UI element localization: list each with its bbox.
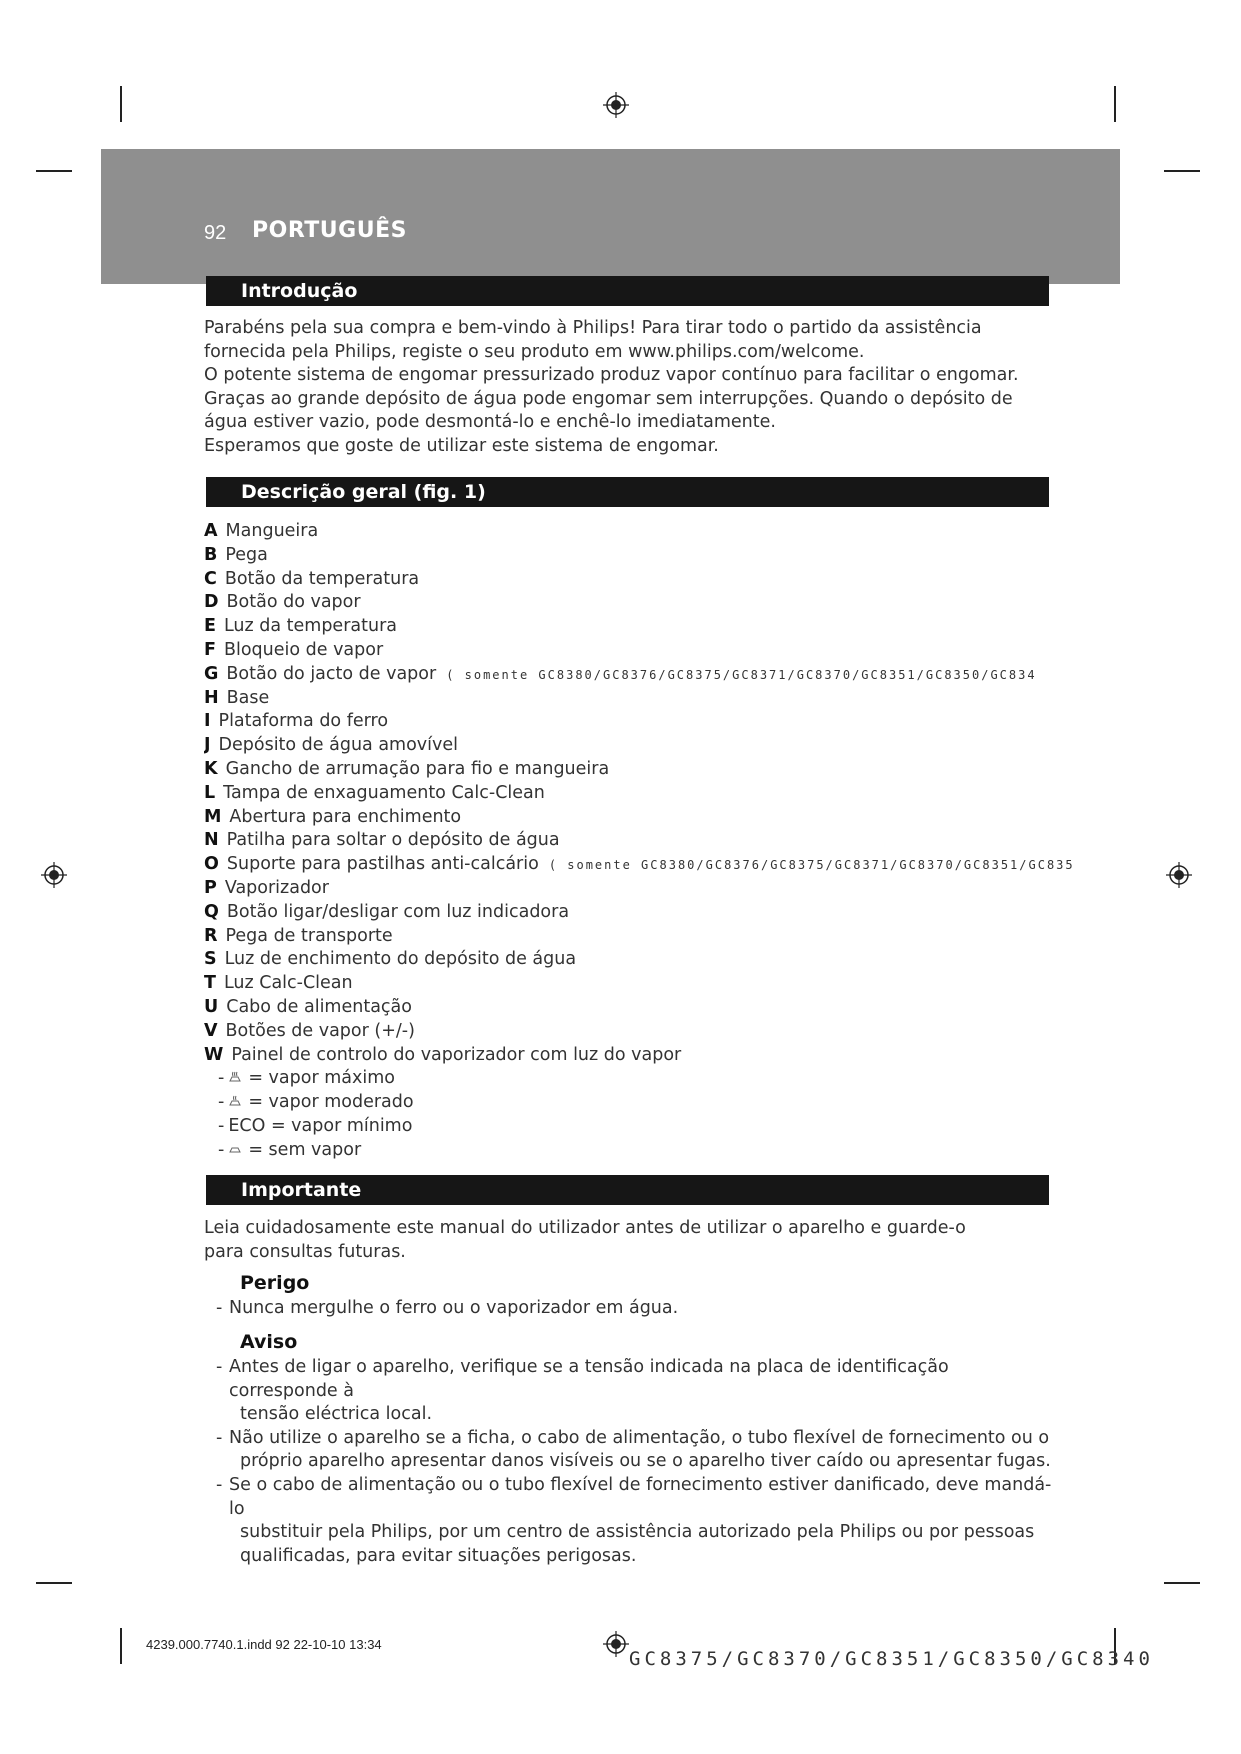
intro-paragraph: O potente sistema de engomar pressurizado produz vapor contínuo para facilitar o engomar. Graças ao grande depósito de água pode engomar sem interrupções. Quando o depósito de água estiver vazio, pode desmontá-lo e enchê-lo imediatamente.	[204, 365, 1019, 433]
item-key: O	[204, 854, 219, 875]
item-label: Base	[226, 687, 270, 708]
item-label: Luz Calc-Clean	[223, 973, 353, 994]
registration-mark-icon	[41, 862, 67, 888]
crop-mark	[1114, 86, 1116, 122]
item-label: Bloqueio de vapor	[223, 639, 384, 660]
intro-paragraph: Parabéns pela sua compra e bem-vindo à Philips! Para tirar todo o partido da assistência fornecida pela Philips, registe o seu produto em www.philips.com/welcome.	[204, 318, 982, 362]
list-item	[204, 734, 1241, 758]
steam-moderate-icon	[228, 1092, 242, 1106]
item-key: I	[204, 711, 211, 732]
item-key: P	[204, 877, 217, 898]
crop-mark	[1164, 170, 1200, 172]
item-key: M	[204, 806, 222, 827]
list-item	[204, 1020, 1241, 1044]
list-item	[204, 615, 1241, 639]
item-label: Tampa de enxaguamento Calc-Clean	[223, 782, 545, 803]
list-item	[204, 877, 1241, 901]
list-item	[204, 544, 1241, 568]
item-label: Botão do jacto de vapor	[226, 663, 437, 684]
intro-text	[204, 317, 1054, 459]
item-key: V	[204, 1020, 218, 1041]
item-label: Botões de vapor (+/-)	[225, 1020, 415, 1041]
section-header-intro: Introdução	[206, 276, 1049, 306]
steam-level-item: - = sem vapor	[218, 1139, 362, 1160]
item-key: C	[204, 568, 217, 589]
section-header-important: Importante	[206, 1175, 1049, 1205]
steam-max-icon	[228, 1068, 242, 1082]
crop-mark	[120, 86, 122, 122]
warning-list	[216, 1356, 1056, 1568]
important-text	[204, 1217, 1004, 1264]
crop-mark	[36, 1582, 72, 1584]
list-item	[204, 758, 1241, 782]
list-item: - Se o cabo de alimentação ou o tubo flexível de fornecimento estiver danificado, deve mandá-lo substituir pela Philips, por um centro de assistência autorizado pela Philips ou por pessoas qualificadas, para evitar situações perigosas.	[216, 1474, 1052, 1566]
model-numbers: GC8375/GC8370/GC8351/GC8350/GC8340	[629, 1648, 1154, 1670]
crop-mark	[1164, 1582, 1200, 1584]
item-label: Pega	[225, 544, 268, 565]
item-key: N	[204, 830, 219, 851]
item-label: Vaporizador	[224, 877, 329, 898]
item-key: E	[204, 616, 216, 637]
list-item	[204, 687, 1241, 711]
list-item	[204, 996, 1241, 1020]
item-key: T	[204, 973, 216, 994]
list-item	[204, 639, 1241, 663]
list-item	[204, 568, 1241, 592]
section-header-overview: Descrição geral (fig. 1)	[206, 477, 1049, 507]
list-item	[204, 925, 1241, 949]
item-label: Abertura para enchimento	[229, 806, 462, 827]
item-label: Suporte para pastilhas anti-calcário	[226, 854, 539, 875]
item-key: K	[204, 758, 218, 779]
list-item	[204, 853, 1241, 877]
danger-list	[216, 1297, 1056, 1321]
list-item	[204, 520, 1241, 544]
item-key: Q	[204, 901, 219, 922]
steam-level-item: - ECO = vapor mínimo	[218, 1115, 413, 1136]
item-label: Painel de controlo do vaporizador com luz do vapor	[231, 1044, 682, 1065]
item-key: W	[204, 1044, 224, 1065]
item-label: Botão ligar/desligar com luz indicadora	[226, 901, 570, 922]
item-key: L	[204, 782, 216, 803]
component-list	[204, 520, 1241, 1163]
header-band	[101, 149, 1120, 284]
steam-level-item: - = vapor máximo	[218, 1068, 395, 1089]
list-item: - Nunca mergulhe o ferro ou o vaporizador em água.	[216, 1298, 679, 1318]
item-key: G	[204, 663, 219, 684]
item-key: U	[204, 996, 219, 1017]
model-note: ( somente GC8380/GC8376/GC8375/GC8371/GC8370/GC8351/GC8350/GC834	[446, 667, 1037, 682]
list-item	[204, 1044, 1241, 1068]
list-item	[204, 591, 1241, 615]
item-label: Luz da temperatura	[223, 616, 397, 637]
intro-paragraph: Esperamos que goste de utilizar este sistema de engomar.	[204, 435, 719, 456]
important-paragraph: Leia cuidadosamente este manual do utilizador antes de utilizar o aparelho e guarde-o para consultas futuras.	[204, 1218, 966, 1262]
registration-mark-icon	[603, 1631, 629, 1657]
list-item: - Antes de ligar o aparelho, verifique se a tensão indicada na placa de identificação corresponde à tensão eléctrica local.	[216, 1357, 949, 1425]
list-item	[204, 782, 1241, 806]
list-item	[204, 806, 1241, 830]
item-label: Botão da temperatura	[224, 568, 420, 589]
registration-mark-icon	[603, 92, 629, 118]
list-item	[204, 901, 1241, 925]
item-key: B	[204, 544, 218, 565]
list-item	[204, 663, 1241, 687]
item-label: Luz de enchimento do depósito de água	[224, 949, 577, 970]
crop-mark	[36, 170, 72, 172]
item-key: A	[204, 521, 218, 541]
list-item	[204, 710, 1241, 734]
list-item	[204, 972, 1241, 996]
item-key: D	[204, 592, 219, 613]
item-label: Depósito de água amovível	[218, 735, 459, 756]
item-key: H	[204, 687, 219, 708]
steam-level-item: - = vapor moderado	[218, 1092, 414, 1113]
list-item	[204, 948, 1241, 972]
item-key: S	[204, 949, 217, 970]
list-item: - Não utilize o aparelho se a ficha, o cabo de alimentação, o tubo flexível de fornecimento ou o próprio aparelho apresentar danos visíveis ou se o aparelho tiver caído ou apresentar fugas.	[216, 1427, 1051, 1472]
language-title: PORTUGUÊS	[252, 218, 407, 243]
item-key: J	[204, 735, 211, 756]
item-label: Pega de transporte	[225, 925, 393, 946]
item-key: F	[204, 639, 216, 660]
item-label: Botão do vapor	[226, 592, 361, 613]
model-note: ( somente GC8380/GC8376/GC8375/GC8371/GC8370/GC8351/GC835	[548, 858, 1075, 873]
item-label: Patilha para soltar o depósito de água	[226, 830, 560, 851]
crop-mark	[120, 1628, 122, 1664]
item-label: Plataforma do ferro	[218, 711, 389, 732]
item-key: R	[204, 925, 218, 946]
file-info: 4239.000.7740.1.indd 92 22-10-10 13:34	[146, 1637, 382, 1652]
item-label: Mangueira	[225, 521, 319, 541]
warning-title: Aviso	[240, 1331, 298, 1353]
no-steam-icon	[228, 1140, 242, 1154]
page-number: 92	[204, 222, 227, 244]
item-label: Cabo de alimentação	[226, 996, 412, 1017]
danger-title: Perigo	[240, 1272, 310, 1294]
list-item	[204, 829, 1241, 853]
item-label: Gancho de arrumação para fio e mangueira	[225, 758, 610, 779]
